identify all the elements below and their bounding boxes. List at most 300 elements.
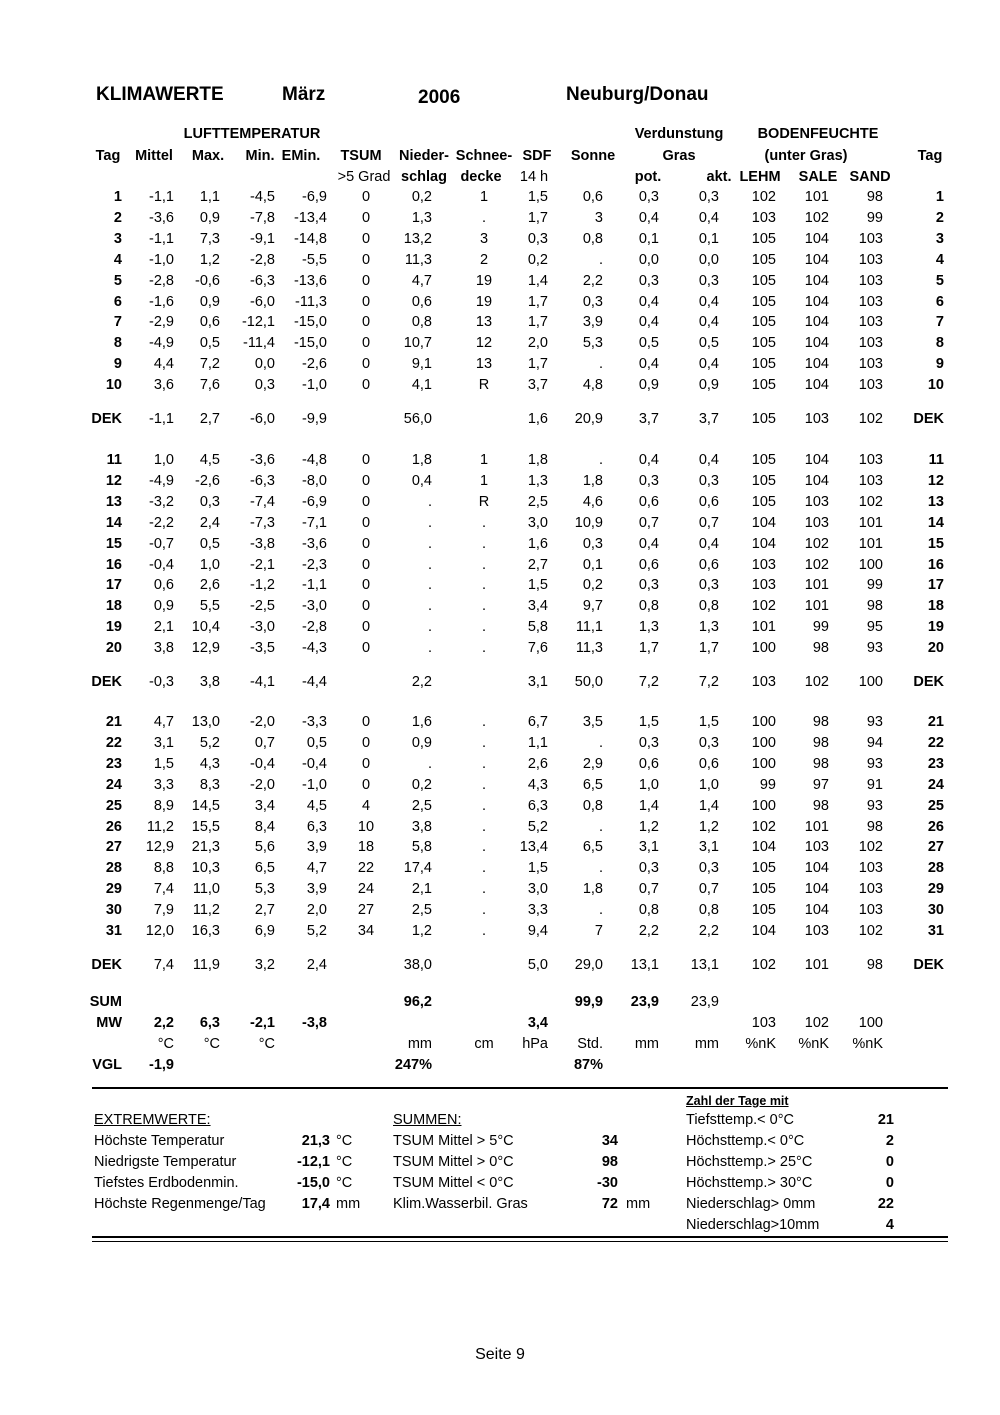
- tage-value: 0: [885, 1175, 894, 1191]
- table-row-cell: 2,1: [153, 619, 174, 636]
- table-row-cell: 0,0: [254, 356, 275, 373]
- units-row-cell: °C: [203, 1036, 220, 1052]
- tage-label: Höchsttemp.> 25°C: [686, 1154, 813, 1170]
- extremwert-unit: °C: [336, 1154, 353, 1170]
- table-row-cell: 0,0: [698, 251, 719, 268]
- summen-label: TSUM Mittel > 0°C: [393, 1154, 514, 1170]
- table-row-cell: .: [481, 839, 487, 856]
- table-row-cell: 3,9: [306, 881, 327, 898]
- table-row-cell: 105: [751, 881, 776, 898]
- table-row-cell: -2,6: [195, 472, 220, 489]
- table-row-cell: 5,5: [199, 598, 220, 615]
- table-row-cell: 7,3: [199, 230, 220, 247]
- table-row-cell: 2: [935, 209, 944, 226]
- table-row-cell: 9: [113, 356, 122, 373]
- header-gras: Gras: [662, 148, 696, 164]
- table-row-cell: 3,9: [306, 839, 327, 856]
- table-row-cell: 0,3: [582, 293, 603, 310]
- table-row-cell: 1,0: [698, 776, 719, 793]
- page-number: Seite 9: [475, 1346, 525, 1363]
- table-row-cell: 101: [804, 598, 829, 615]
- table-row-cell: 104: [804, 314, 829, 331]
- table-row-cell: 100: [751, 797, 776, 814]
- table-row-cell: 105: [751, 314, 776, 331]
- table-row-cell: 0,9: [153, 598, 174, 615]
- summen-unit: mm: [626, 1196, 651, 1212]
- separator-bottom-2: [92, 1241, 948, 1242]
- table-row-cell: 2: [479, 251, 489, 268]
- table-row-cell: 0,3: [698, 734, 719, 751]
- table-row-cell: 95: [866, 619, 883, 636]
- table-row-cell: 103: [751, 556, 776, 573]
- table-row-cell: 26: [105, 818, 122, 835]
- table-row-cell: .: [481, 923, 487, 939]
- table-row-cell: 0,5: [199, 335, 220, 352]
- units-row-cell: °C: [258, 1036, 275, 1052]
- table-row-cell: 24: [927, 776, 944, 793]
- table-row-cell: 103: [804, 514, 829, 531]
- table-row-cell: 0: [361, 293, 371, 310]
- vgl-row-cell: 247%: [394, 1057, 432, 1073]
- table-row-cell: 0,5: [698, 335, 719, 352]
- table-row-cell: .: [481, 818, 487, 835]
- table-row-cell: 18: [927, 598, 944, 615]
- decade-row-cell: 102: [858, 411, 883, 428]
- table-row-cell: 15: [105, 535, 122, 552]
- table-row-cell: 103: [858, 881, 883, 898]
- header-akt: akt.: [706, 169, 732, 185]
- table-row-cell: 2,5: [411, 797, 432, 814]
- units-row-cell: hPa: [522, 1036, 548, 1052]
- table-row-cell: 0,5: [306, 734, 327, 751]
- table-row-cell: 0,3: [638, 272, 659, 289]
- table-row-cell: 7,6: [199, 377, 220, 394]
- table-row-cell: 1,4: [638, 797, 659, 814]
- table-row-cell: 104: [751, 839, 776, 856]
- table-row-cell: 105: [751, 902, 776, 919]
- table-row-cell: 0: [361, 514, 371, 531]
- table-row-cell: 14: [927, 514, 944, 531]
- vgl-row-cell: VGL: [92, 1057, 122, 1073]
- table-row-cell: 13: [475, 356, 493, 373]
- extremwert-label: Tiefstes Erdbodenmin.: [94, 1175, 239, 1191]
- table-row-cell: 0,3: [638, 734, 659, 751]
- table-row-cell: 0,4: [698, 452, 719, 468]
- decade-row-cell: 3,7: [698, 411, 719, 428]
- table-row-cell: 6: [113, 293, 122, 310]
- table-row-cell: 27: [105, 839, 122, 856]
- table-row-cell: 10: [105, 377, 122, 394]
- table-row-cell: 0,8: [582, 230, 603, 247]
- table-row-cell: 4,1: [411, 377, 432, 394]
- decade-row-cell: -6,0: [250, 411, 275, 428]
- table-row-cell: 101: [751, 619, 776, 636]
- table-row-cell: 7,9: [153, 902, 174, 919]
- table-row-cell: 1,1: [527, 734, 548, 751]
- table-row-cell: 25: [105, 797, 122, 814]
- table-row-cell: 5,8: [527, 619, 548, 636]
- table-row-cell: 3,0: [527, 514, 548, 531]
- decade-row-cell: 2,4: [306, 957, 327, 973]
- table-row-cell: -6,3: [250, 472, 275, 489]
- table-row-cell: 3,3: [153, 776, 174, 793]
- mw-row-cell: -2,1: [250, 1015, 275, 1031]
- table-row-cell: 103: [858, 452, 883, 468]
- table-row-cell: 7: [935, 314, 944, 331]
- table-row-cell: 0,4: [638, 452, 659, 468]
- table-row-cell: 1,3: [411, 209, 432, 226]
- units-row-cell: °C: [157, 1036, 174, 1052]
- table-row-cell: 3: [479, 230, 489, 247]
- decade-row-cell: 103: [804, 411, 829, 428]
- table-row-cell: -6,9: [302, 189, 327, 205]
- table-row-cell: 0,6: [698, 755, 719, 772]
- sum-row-cell: 23,9: [630, 994, 659, 1010]
- table-row-cell: 3,3: [527, 902, 548, 919]
- extremwerte-title: EXTREMWERTE:: [94, 1112, 211, 1128]
- table-row-cell: 31: [105, 923, 122, 939]
- table-row-cell: 0,2: [582, 577, 603, 594]
- table-row-cell: .: [481, 556, 487, 573]
- table-row-cell: 1,0: [199, 556, 220, 573]
- decade-row-cell: 1,6: [527, 411, 548, 428]
- table-row-cell: 23: [927, 755, 944, 772]
- table-row-cell: 0,3: [527, 230, 548, 247]
- table-row-cell: 0,3: [698, 472, 719, 489]
- decade-row-cell: 2,7: [199, 411, 220, 428]
- table-row-cell: 0,8: [582, 797, 603, 814]
- table-row-cell: 1,7: [527, 293, 548, 310]
- decade-row-cell: DEK: [913, 674, 944, 691]
- table-row-cell: 2,7: [527, 556, 548, 573]
- decade-row-cell: 13,1: [690, 957, 719, 973]
- table-row-cell: 5,6: [254, 839, 275, 856]
- table-row-cell: 4,5: [199, 452, 220, 468]
- table-row-cell: -3,0: [250, 619, 275, 636]
- table-row-cell: 0,9: [199, 293, 220, 310]
- table-row-cell: -5,5: [302, 251, 327, 268]
- table-row-cell: 104: [804, 377, 829, 394]
- table-row-cell: 1,5: [527, 860, 548, 877]
- table-row-cell: 12,9: [145, 839, 174, 856]
- table-row-cell: 29: [927, 881, 944, 898]
- table-row-cell: 11,2: [192, 902, 220, 919]
- table-row-cell: 1: [479, 189, 489, 205]
- table-row-cell: 104: [804, 860, 829, 877]
- summen-value: 72: [601, 1196, 618, 1212]
- table-row-cell: 1,8: [582, 472, 603, 489]
- table-row-cell: 0,3: [638, 860, 659, 877]
- table-row-cell: 0,7: [698, 881, 719, 898]
- table-row-cell: 100: [751, 755, 776, 772]
- extremwert-unit: mm: [336, 1196, 361, 1212]
- decade-row-cell: -4,1: [250, 674, 275, 691]
- table-row-cell: -12,1: [241, 314, 275, 331]
- mw-row-cell: 6,3: [199, 1015, 220, 1031]
- table-row-cell: 2,4: [199, 514, 220, 531]
- table-row-cell: -9,1: [250, 230, 275, 247]
- table-row-cell: -3,6: [302, 535, 327, 552]
- header-nieder-sub: schlag: [401, 169, 447, 185]
- table-row-cell: 99: [866, 209, 883, 226]
- table-row-cell: .: [427, 556, 432, 573]
- extremwert-unit: °C: [336, 1133, 353, 1149]
- table-row-cell: 0: [361, 377, 371, 394]
- table-row-cell: 12,0: [145, 923, 174, 939]
- table-row-cell: 101: [804, 577, 829, 594]
- table-row-cell: 4,7: [153, 714, 174, 730]
- table-row-cell: 1,2: [638, 818, 659, 835]
- table-row-cell: .: [427, 755, 432, 772]
- table-row-cell: 13: [475, 314, 493, 331]
- decade-row-cell: 98: [866, 957, 883, 973]
- table-row-cell: 11,3: [575, 640, 603, 657]
- decade-row-cell: -4,4: [302, 674, 327, 691]
- table-row-cell: 1,6: [411, 714, 432, 730]
- table-row-cell: 103: [858, 335, 883, 352]
- table-row-cell: 100: [751, 714, 776, 730]
- table-row-cell: 0,4: [698, 293, 719, 310]
- table-row-cell: 0,3: [254, 377, 275, 394]
- table-row-cell: 4,6: [582, 493, 603, 510]
- table-row-cell: 0,8: [698, 902, 719, 919]
- table-row-cell: 13,4: [519, 839, 548, 856]
- table-row-cell: 1,5: [527, 189, 548, 205]
- table-row-cell: 99: [812, 619, 829, 636]
- table-row-cell: 11: [106, 452, 122, 468]
- extremwert-value: -15,0: [296, 1175, 330, 1191]
- table-row-cell: 13,0: [191, 714, 220, 730]
- tage-value: 22: [877, 1196, 894, 1212]
- table-row-cell: 11,3: [404, 251, 432, 268]
- table-row-cell: 13: [105, 493, 122, 510]
- table-row-cell: 0: [361, 714, 371, 730]
- decade-row-cell: 20,9: [574, 411, 603, 428]
- table-row-cell: 0: [361, 493, 371, 510]
- decade-row-cell: 101: [804, 957, 829, 973]
- table-row-cell: 103: [751, 209, 776, 226]
- table-row-cell: 15,5: [191, 818, 220, 835]
- table-row-cell: 1,3: [698, 619, 719, 636]
- table-row-cell: 3: [935, 230, 944, 247]
- table-row-cell: 105: [751, 472, 776, 489]
- table-row-cell: 9,7: [582, 598, 603, 615]
- table-row-cell: 0,6: [698, 493, 719, 510]
- table-row-cell: -11,3: [295, 293, 327, 310]
- header-max: Max.: [191, 148, 225, 164]
- table-row-cell: 0: [361, 535, 371, 552]
- table-row-cell: 7: [594, 923, 603, 939]
- header-verdunstung: Verdunstung: [634, 126, 724, 142]
- table-row-cell: 6: [935, 293, 944, 310]
- tage-label: Höchsttemp.> 30°C: [686, 1175, 813, 1191]
- table-row-cell: 25: [927, 797, 944, 814]
- table-row-cell: 0,6: [638, 493, 659, 510]
- table-row-cell: 97: [812, 776, 829, 793]
- table-row-cell: 103: [858, 860, 883, 877]
- table-row-cell: 0,1: [582, 556, 603, 573]
- table-row-cell: 12,9: [191, 640, 220, 657]
- table-row-cell: -2,3: [302, 556, 327, 573]
- table-row-cell: -2,0: [250, 776, 275, 793]
- table-row-cell: 101: [804, 189, 829, 205]
- table-row-cell: 9: [935, 356, 944, 373]
- tage-value: 0: [885, 1154, 894, 1170]
- table-row-cell: 3,5: [582, 714, 603, 730]
- table-row-cell: -2,8: [250, 251, 275, 268]
- table-row-cell: 21: [927, 714, 944, 730]
- table-row-cell: 99: [866, 577, 883, 594]
- table-row-cell: 105: [751, 272, 776, 289]
- table-row-cell: 0,0: [638, 251, 659, 268]
- table-row-cell: 4,3: [199, 755, 220, 772]
- table-row-cell: 0: [361, 230, 371, 247]
- table-row-cell: 16,3: [191, 923, 220, 939]
- table-row-cell: -4,9: [149, 472, 174, 489]
- table-row-cell: 103: [858, 377, 883, 394]
- extremwert-label: Niedrigste Temperatur: [94, 1154, 237, 1170]
- table-row-cell: R: [478, 377, 490, 394]
- header-sonne: Sonne: [570, 148, 616, 164]
- header-nieder: Nieder-: [399, 148, 449, 164]
- table-row-cell: 104: [751, 923, 776, 939]
- table-row-cell: 13,2: [403, 230, 432, 247]
- table-row-cell: 1,3: [527, 472, 548, 489]
- table-row-cell: 0,8: [698, 598, 719, 615]
- table-row-cell: 3,7: [527, 377, 548, 394]
- header-emin: EMin.: [281, 148, 321, 164]
- table-row-cell: 0,9: [638, 377, 659, 394]
- table-row-cell: .: [427, 577, 432, 594]
- table-row-cell: 6,3: [306, 818, 327, 835]
- table-row-cell: -7,3: [250, 514, 275, 531]
- table-row-cell: 98: [812, 734, 829, 751]
- table-row-cell: -1,1: [302, 577, 327, 594]
- table-row-cell: 104: [804, 335, 829, 352]
- table-row-cell: 105: [751, 493, 776, 510]
- table-row-cell: 8: [113, 335, 122, 352]
- table-row-cell: 11: [928, 452, 944, 468]
- table-row-cell: 0,3: [698, 272, 719, 289]
- table-row-cell: 27: [357, 902, 375, 919]
- units-row-cell: %nK: [745, 1036, 776, 1052]
- table-row-cell: 105: [751, 377, 776, 394]
- table-row-cell: .: [427, 640, 432, 657]
- table-row-cell: .: [481, 598, 487, 615]
- table-row-cell: 26: [927, 818, 944, 835]
- table-row-cell: 4,3: [527, 776, 548, 793]
- table-row-cell: 105: [751, 293, 776, 310]
- table-row-cell: .: [481, 776, 487, 793]
- table-row-cell: 1,1: [199, 189, 220, 205]
- table-row-cell: 0,6: [698, 556, 719, 573]
- table-row-cell: 18: [357, 839, 375, 856]
- table-row-cell: -3,6: [149, 209, 174, 226]
- mw-row-cell: 3,4: [527, 1015, 548, 1031]
- table-row-cell: 93: [866, 640, 883, 657]
- table-row-cell: 98: [866, 189, 883, 205]
- table-row-cell: 7,6: [527, 640, 548, 657]
- table-row-cell: 100: [751, 734, 776, 751]
- table-row-cell: 105: [751, 356, 776, 373]
- table-row-cell: 103: [804, 839, 829, 856]
- table-row-cell: 5,2: [306, 923, 327, 939]
- table-row-cell: 6,5: [582, 776, 603, 793]
- table-row-cell: 0,6: [638, 556, 659, 573]
- table-row-cell: 0,3: [638, 472, 659, 489]
- header-sdf: SDF: [522, 148, 552, 164]
- decade-row-cell: 102: [804, 674, 829, 691]
- table-row-cell: -4,5: [250, 189, 275, 205]
- decade-row-cell: 3,8: [199, 674, 220, 691]
- table-row-cell: 0,7: [698, 514, 719, 531]
- table-row-cell: 24: [357, 881, 375, 898]
- table-row-cell: 0: [361, 472, 371, 489]
- extremwert-label: Höchste Regenmenge/Tag: [94, 1196, 266, 1212]
- table-row-cell: -8,0: [302, 472, 327, 489]
- table-row-cell: 0: [361, 251, 371, 268]
- table-row-cell: 15: [927, 535, 944, 552]
- table-row-cell: 94: [866, 734, 883, 751]
- table-row-cell: -6,9: [302, 493, 327, 510]
- table-row-cell: 103: [804, 923, 829, 939]
- table-row-cell: 0,3: [698, 189, 719, 205]
- table-row-cell: 1,0: [638, 776, 659, 793]
- table-row-cell: -0,7: [149, 535, 174, 552]
- table-row-cell: 18: [105, 598, 122, 615]
- table-row-cell: -14,8: [293, 230, 327, 247]
- table-row-cell: 2,1: [411, 881, 432, 898]
- table-row-cell: 0,6: [153, 577, 174, 594]
- header-mittel: Mittel: [135, 148, 173, 164]
- table-row-cell: 5: [935, 272, 944, 289]
- table-row-cell: -2,1: [250, 556, 275, 573]
- table-row-cell: 8,4: [254, 818, 275, 835]
- table-row-cell: 2,0: [527, 335, 548, 352]
- table-row-cell: 103: [804, 493, 829, 510]
- table-row-cell: -4,9: [149, 335, 174, 352]
- table-row-cell: .: [481, 734, 487, 751]
- table-row-cell: -7,1: [302, 514, 327, 531]
- header-sdf-sub: 14 h: [519, 169, 549, 185]
- tage-title: Zahl der Tage mit: [686, 1094, 789, 1108]
- table-row-cell: 3,1: [153, 734, 174, 751]
- table-row-cell: 29: [105, 881, 122, 898]
- table-row-cell: 98: [812, 640, 829, 657]
- table-row-cell: 0,3: [638, 189, 659, 205]
- table-row-cell: 22: [357, 860, 375, 877]
- decade-row-cell: DEK: [913, 411, 944, 428]
- decade-row-cell: 38,0: [403, 957, 432, 973]
- table-row-cell: 0,8: [411, 314, 432, 331]
- table-row-cell: 1: [113, 189, 122, 205]
- table-row-cell: 0,7: [638, 881, 659, 898]
- table-row-cell: .: [427, 619, 432, 636]
- table-row-cell: -3,5: [250, 640, 275, 657]
- table-row-cell: 30: [927, 902, 944, 919]
- table-row-cell: -3,0: [302, 598, 327, 615]
- table-row-cell: 3,9: [582, 314, 603, 331]
- table-row-cell: 34: [357, 923, 375, 939]
- table-row-cell: 101: [858, 535, 883, 552]
- page-title: KLIMAWERTE: [96, 84, 224, 105]
- table-row-cell: .: [598, 452, 603, 468]
- table-row-cell: 1,2: [698, 818, 719, 835]
- table-row-cell: 101: [804, 818, 829, 835]
- table-row-cell: 103: [858, 272, 883, 289]
- table-row-cell: .: [481, 860, 487, 877]
- decade-row-cell: 29,0: [574, 957, 603, 973]
